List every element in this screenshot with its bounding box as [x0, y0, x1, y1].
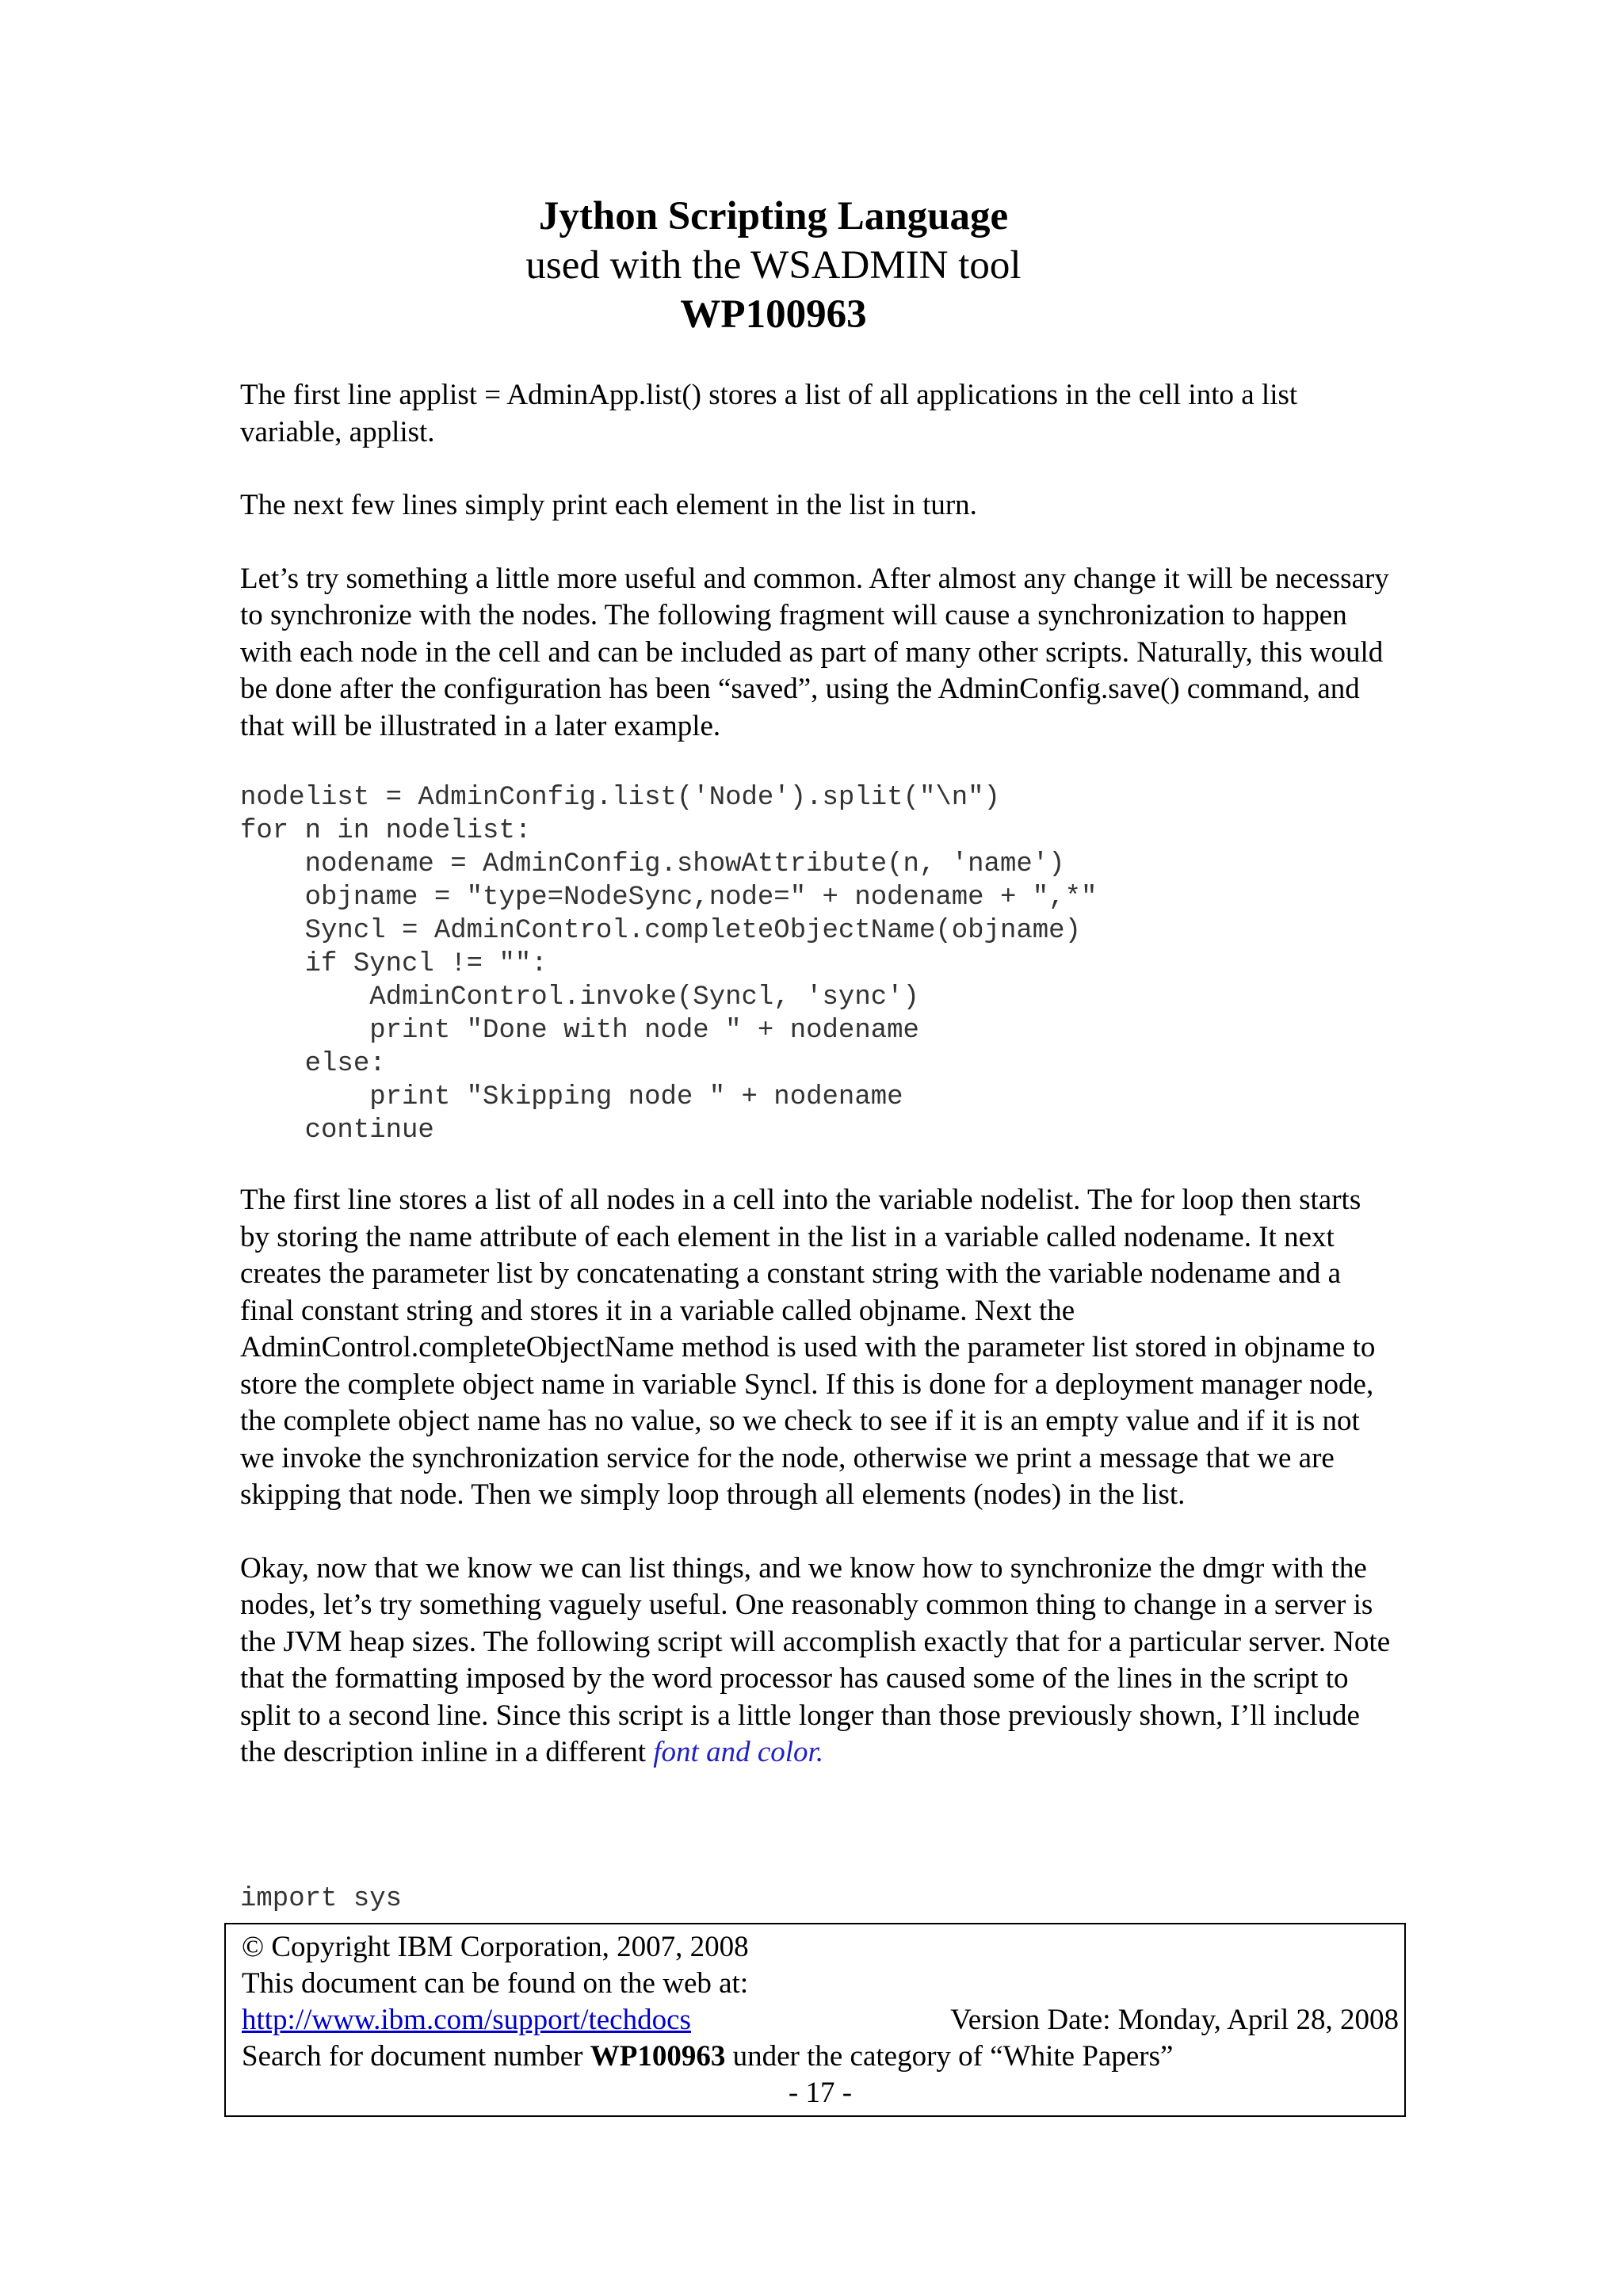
paragraph-jvm-heap-intro: [240, 1550, 1397, 1772]
paragraph-print-elements: The next few lines simply print each element in the list in turn.: [240, 489, 977, 521]
paragraph-applist: The first line applist = AdminApp.list() stores a list of all applications in the cell into a list variable, applist.: [240, 379, 1298, 448]
page-footer-box: [224, 1923, 1406, 2117]
code-import-sys: import sys: [240, 1884, 403, 1914]
page-number: - 17 -: [788, 2077, 853, 2109]
search-prefix: Search for document number: [242, 2040, 590, 2073]
font-and-color-text: font and color.: [653, 1736, 824, 1768]
copyright-line: © Copyright IBM Corporation, 2007, 2008: [242, 1931, 749, 1963]
code-block-node-sync: nodelist = AdminConfig.list('Node').split("\n") for n in nodelist: nodename = AdminConfig.showAttribute(n, 'name') objname = "type=NodeSync,node=" + nodename + ",*" Syncl = AdminControl.completeObjectName(objname) if Syncl != "": AdminControl.invoke(Syncl, 'sync') print "Done with node " + nodename else: print "Skipping node " + nodename continue: [240, 783, 1098, 1146]
document-id: WP100963: [680, 292, 867, 337]
paragraph-code-explanation: The first line stores a list of all nodes in a cell into the variable nodelist. The for loop then starts by storing the name attribute of each element in the list in a variable called nodename. It next creates the parameter list by concatenating a constant string with the variable nodename and a final constant string and stores it in a variable called objname. Next the AdminControl.completeObjectName method is used with the parameter list stored in objname to store the complete object name in variable Syncl. If this is done for a deployment manager node, the complete object name has no value, so we check to see if it is an empty value and if it is not we invoke the synchronization service for the node, otherwise we print a message that we are skipping that node. Then we simply loop through all elements (nodes) in the list.: [240, 1184, 1376, 1511]
main-content: [240, 377, 1397, 1808]
document-title: Jython Scripting Language: [538, 194, 1009, 238]
search-suffix: under the category of “White Papers”: [725, 2040, 1174, 2073]
techdocs-link[interactable]: http://www.ibm.com/support/techdocs: [242, 2004, 691, 2036]
search-doc-number: WP100963: [590, 2040, 726, 2073]
search-line: [242, 2039, 1399, 2075]
jvm-intro-text: Okay, now that we know we can list things, and we know how to synchronize the dmgr with the nodes, let’s try something vaguely useful. One reasonably common thing to change in a server is the JVM heap sizes. The following script will accomplish exactly that for a particular server. Note that the formatting imposed by the word processor has caused some of the lines in the script to split to a second line. Since this script is a little longer than those previously shown, I’ll include the description inline in a different: [240, 1551, 1391, 1768]
link-version-row: [242, 2002, 1399, 2039]
found-on-web-line: This document can be found on the web at:: [242, 1967, 749, 2000]
document-subtitle: used with the WSADMIN tool: [525, 243, 1022, 288]
paragraph-synchronize-intro: Let’s try something a little more useful and common. After almost any change it will be necessary to synchronize with the nodes. The following fragment will cause a synchronization to happen with each node in the cell and can be included as part of many other scripts. Naturally, this would be done after the configuration has been “saved”, using the AdminConfig.save() command, and that will be illustrated in a later example.: [240, 562, 1389, 742]
page-header: [0, 192, 1547, 339]
version-date: Version Date: Monday, April 28, 2008: [950, 2004, 1399, 2036]
